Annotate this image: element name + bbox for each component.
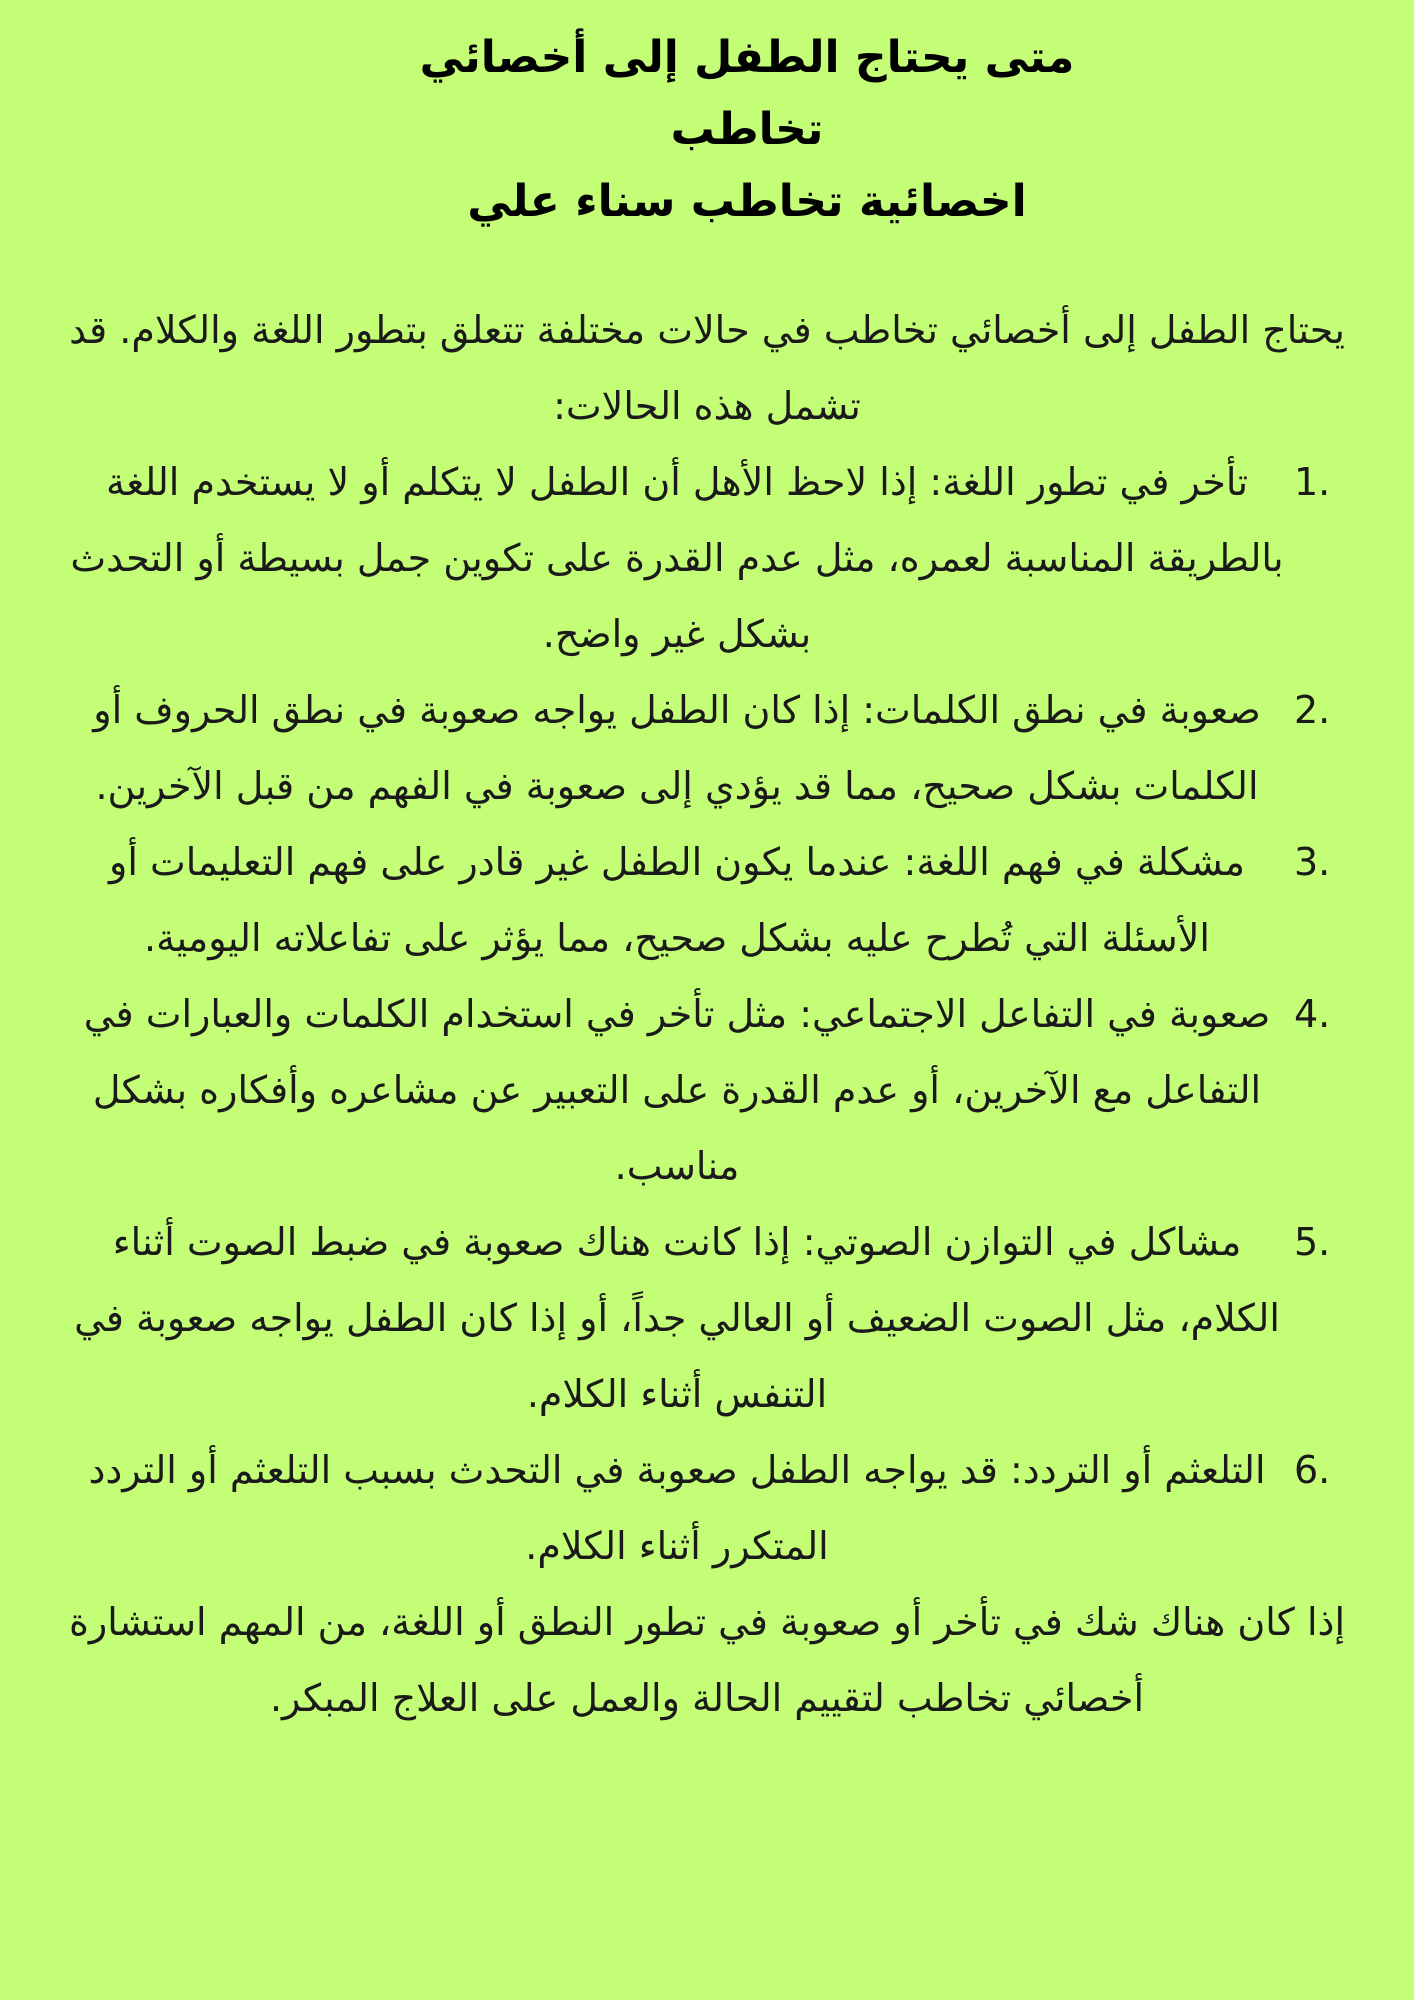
list-item-number: 4. <box>1294 992 1331 1036</box>
list-item <box>40 1432 1374 1584</box>
document-title <box>40 22 1374 238</box>
cases-list <box>40 444 1374 1584</box>
list-item-number: 6. <box>1294 1448 1331 1492</box>
list-item-text: صعوبة في نطق الكلمات: إذا كان الطفل يواجه صعوبة في نطق الحروف أو الكلمات بشكل صحيح، مما قد يؤدي إلى صعوبة في الفهم من قبل الآخرين. <box>93 688 1261 808</box>
closing-paragraph: إذا كان هناك شك في تأخر أو صعوبة في تطور النطق أو اللغة، من المهم استشارة أخصائي تخاطب لتقييم الحالة والعمل على العلاج المبكر. <box>68 1600 1346 1720</box>
intro-paragraph: يحتاج الطفل إلى أخصائي تخاطب في حالات مختلفة تتعلق بتطور اللغة والكلام. قد تشمل هذه الحالات: <box>69 308 1345 428</box>
list-item-number: 5. <box>1294 1220 1331 1264</box>
list-item-text: صعوبة في التفاعل الاجتماعي: مثل تأخر في استخدام الكلمات والعبارات في التفاعل مع الآخرين، أو عدم القدرة على التعبير عن مشاعره وأفكاره بشكل مناسب. <box>83 992 1271 1188</box>
list-item <box>40 444 1374 672</box>
list-item <box>40 976 1374 1204</box>
list-item <box>40 672 1374 824</box>
list-item-text: التلعثم أو التردد: قد يواجه الطفل صعوبة في التحدث بسبب التلعثم أو التردد المتكرر أثناء الكلام. <box>88 1448 1266 1568</box>
list-item-text: مشكلة في فهم اللغة: عندما يكون الطفل غير قادر على فهم التعليمات أو الأسئلة التي تُطرح عليه بشكل صحيح، مما يؤثر على تفاعلاته اليومية. <box>108 840 1246 960</box>
title-line-1: متى يحتاج الطفل إلى أخصائي <box>419 32 1075 83</box>
list-item <box>40 1204 1374 1432</box>
title-author-line: اخصائية تخاطب سناء علي <box>467 176 1027 227</box>
list-item-text: مشاكل في التوازن الصوتي: إذا كانت هناك صعوبة في ضبط الصوت أثناء الكلام، مثل الصوت الضعيف أو العالي جداً، أو إذا كان الطفل يواجه صعوبة في التنفس أثناء الكلام. <box>74 1220 1280 1416</box>
list-item-number: 3. <box>1294 840 1331 884</box>
list-item-number: 2. <box>1294 688 1331 732</box>
list-item-number: 1. <box>1294 460 1331 504</box>
list-item-text: تأخر في تطور اللغة: إذا لاحظ الأهل أن الطفل لا يتكلم أو لا يستخدم اللغة بالطريقة المناسبة لعمره، مثل عدم القدرة على تكوين جمل بسيطة أو التحدث بشكل غير واضح. <box>70 460 1284 656</box>
list-item <box>40 824 1374 976</box>
title-line-2: تخاطب <box>670 104 824 155</box>
